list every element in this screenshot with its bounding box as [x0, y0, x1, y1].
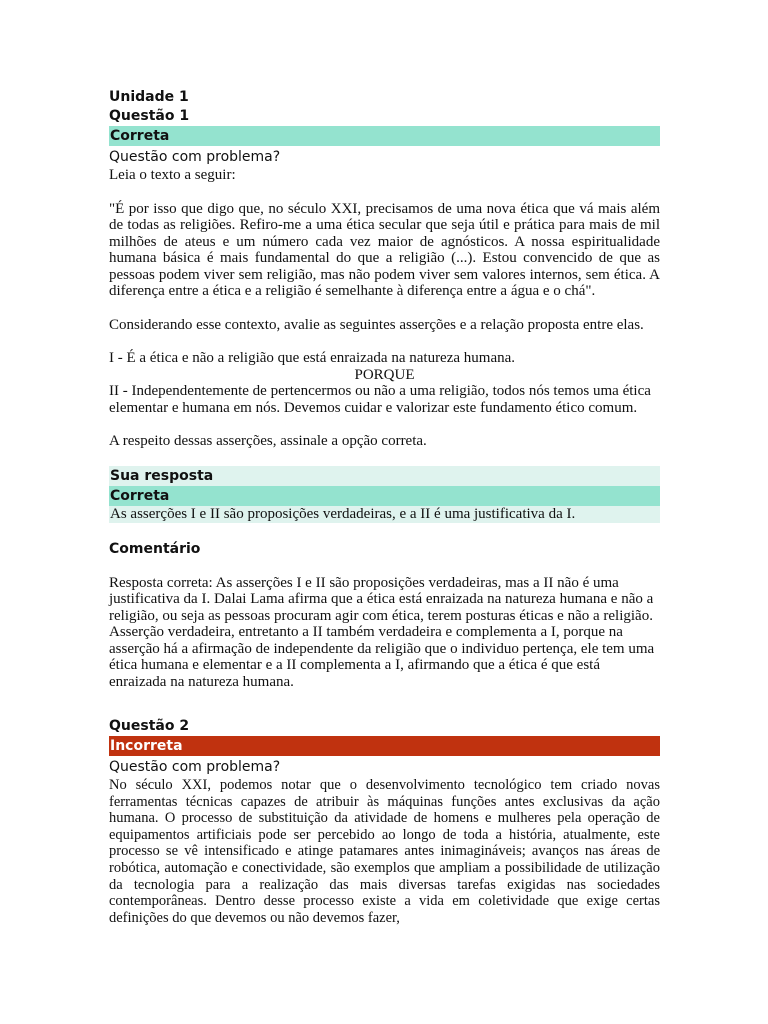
- question-1-intro: Leia o texto a seguir:: [109, 167, 236, 183]
- comment-text: Resposta correta: As asserções I e II são proposições verdadeiras, mas a II não é uma justificativa da I. Dalai Lama afirma que a ética está enraizada na natureza humana e não a religião, ou seja as pessoas procuram agir com ética, terem posturas éticas e não a religião. Asserção verdadeira, entretanto a II também verdadeira e complementa a I, porque na asserção há a afirmação de independente da religião que o individuo pertença, ele tem uma ética humana e elementar e a II complementa a I, afirmando que a ética é que está enraizada na natureza humana.: [109, 574, 655, 690]
- question-2-text: No século XXI, podemos notar que o desenvolvimento tecnológico tem criado novas ferramentas técnicas capazes de atribuir às máquinas funções antes exclusivas da ação humana. O processo de substituição da atividade de homens e mulheres pela operação de equipamentos artificiais pode ser percebido ao longo de toda a história, atualmente, este processo se vê intensificado e atinge patamares antes inimagináveis; avanços nas áreas de robótica, automação e conectividade, são exemplos que ampliam a possibilidade de utilização da tecnologia para a realização das mais diversas tarefas exigidas nas sociedades contemporâneas. Dentro desse processo existe a vida em coletividade que exige certas definições do que devemos ou não devemos fazer,: [109, 777, 660, 926]
- question-2-report-link[interactable]: Questão com problema?: [109, 759, 281, 775]
- your-answer-label: Sua resposta: [109, 466, 660, 486]
- question-1-report-link[interactable]: Questão com problema?: [109, 149, 281, 165]
- your-answer-status-badge: Correta: [109, 486, 660, 506]
- unit-title: Unidade 1: [109, 89, 189, 105]
- question-1-porque: PORQUE: [354, 366, 415, 383]
- question-1-quote: "É por isso que digo que, no século XXI, precisamos de uma nova ética que vá mais além de todas as religiões. Refiro-me a uma ética secular que seja útil e prática para mais de mil milhões de ateus e um número cada vez maior de agnósticos. A nossa espiritualidade humana básica é mais fundamental do que a religião (...). Estou convencido de que as pessoas podem viver sem religião, mas não podem viver sem valores internos, sem ética. A diferença entre a ética e a religião é semelhante à diferença entre a água e o chá".: [109, 200, 660, 299]
- question-1-instruction: A respeito dessas asserções, assinale a opção correta.: [109, 433, 427, 449]
- question-1-title: Questão 1: [109, 108, 190, 124]
- your-answer-text: As asserções I e II são proposições verdadeiras, e a II é uma justificativa da I.: [109, 506, 660, 523]
- question-1-assertion-2: II - Independentemente de pertencermos ou não a uma religião, todos nós temos uma ética elementar e humana em nós. Devemos cuidar e valorizar este fundamento ético comum.: [109, 383, 651, 416]
- question-2-title: Questão 2: [109, 718, 190, 734]
- question-2-status-badge: Incorreta: [109, 736, 660, 756]
- question-1-assertion-1: I - É a ética e não a religião que está enraizada na natureza humana.: [109, 350, 516, 366]
- question-1-context: Considerando esse contexto, avalie as seguintes asserções e a relação proposta entre elas.: [109, 316, 644, 333]
- content-column: [109, 88, 660, 926]
- comment-title: Comentário: [109, 540, 201, 557]
- question-1-status-badge: Correta: [109, 126, 660, 146]
